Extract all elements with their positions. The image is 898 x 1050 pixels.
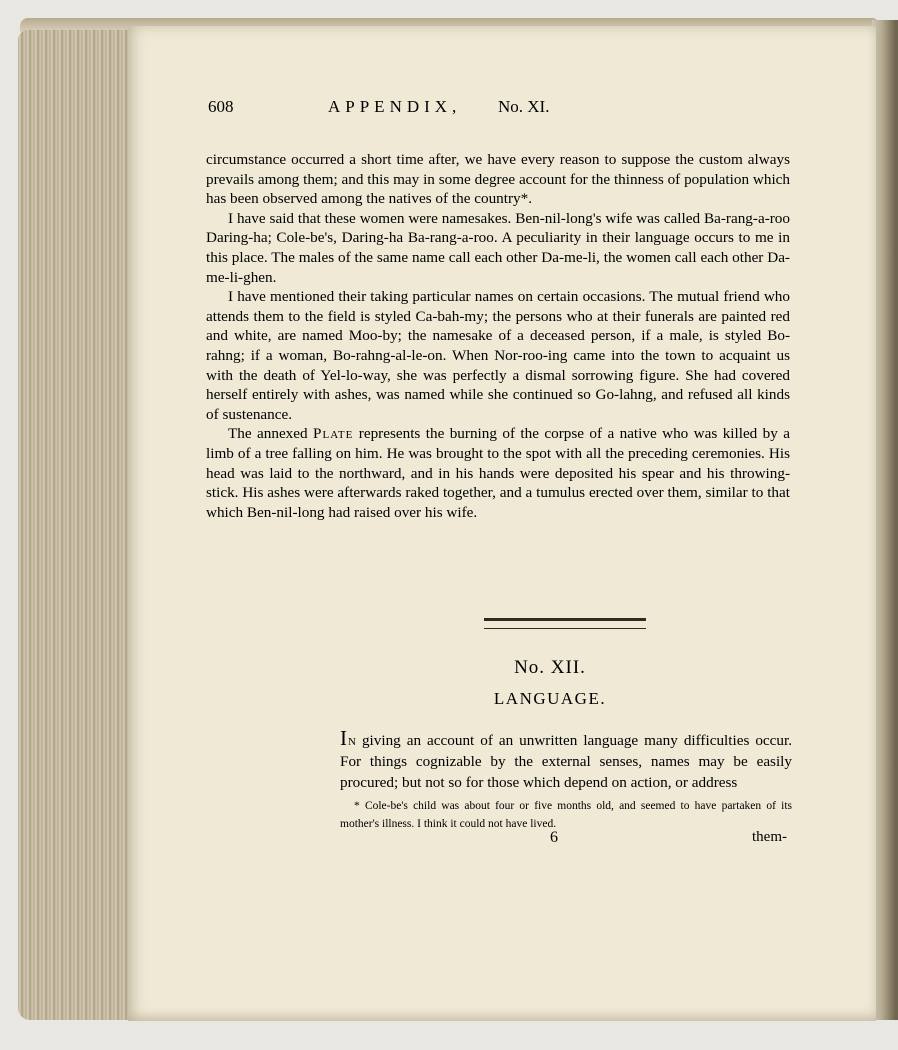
paragraph-4 <box>206 424 790 522</box>
section-title: LANGUAGE. <box>493 689 607 708</box>
section-divider-rule <box>484 618 646 629</box>
main-text <box>206 150 790 522</box>
running-title: APPENDIX, <box>328 97 462 116</box>
running-header <box>208 97 678 121</box>
book-page-edges <box>18 30 138 1020</box>
section-number: No. XII. <box>514 657 586 678</box>
footnote-text: * Cole-be's child was about four or five months old, and seemed to have partaken of its mother's illness. I think it could not have lived. <box>340 800 792 830</box>
language-text: giving an account of an unwritten language many difficulties occur. For things cognizable by the external senses, names may be easily procured; but not so for those which depend on action, or address <box>340 732 793 791</box>
initial-lead: n <box>348 732 356 749</box>
language-paragraph <box>340 728 792 793</box>
footnote <box>340 797 792 833</box>
paragraph-4-rest: represents the burning of the corpse of a native who was killed by a limb of a tree falling on him. He was brought to the spot with all the preceding ceremonies. His head was laid to the northward, and in his hands were deposited his spear and his throwing-stick. His ashes were afterwards raked together, and a tumulus erected over them, similar to that which Ben-nil-long had raised over his wife. <box>206 425 791 521</box>
page-number: 608 <box>208 97 234 116</box>
signature-mark: 6 <box>550 829 558 846</box>
paragraph-3: I have mentioned their taking particular names on certain occasions. The mutual friend who attends them to the field is styled Ca-bah-my; the persons who at their funerals are painted red and white, are named Moo-by; the namesake of a deceased person, if a male, is styled Bo-rahng; if a woman, Bo-rahng-al-le-on. When Nor-roo-ing came into the town to acquaint us with the death of Yel-lo-way, she was perfectly a dismal sorrowing figure. She had covered herself entirely with ashes, was named while she continued so Go-lahng, and refused all kinds of sustenance. <box>206 288 790 423</box>
paragraph-1: circumstance occurred a short time after, we have every reason to suppose the custom always prevails among them; and this may in some degree account for the thinness of population which has been observed among the natives of the country*. <box>206 151 790 208</box>
catchword: them- <box>752 829 787 845</box>
paragraph-4-start: The annexed <box>228 425 308 443</box>
initial-letter: I <box>340 726 348 750</box>
section-reference: No. XI. <box>498 97 550 116</box>
paragraph-2: I have said that these women were namesakes. Ben-nil-long's wife was called Ba-rang-a-roo Daring-ha; Cole-be's, Daring-ha Ba-rang-a-roo. A peculiarity in their language occurs to me in this place. The males of the same name call each other Da-me-li, the women call each other Da-me-li-ghen. <box>206 209 790 286</box>
plate-word: Plate <box>313 425 354 443</box>
